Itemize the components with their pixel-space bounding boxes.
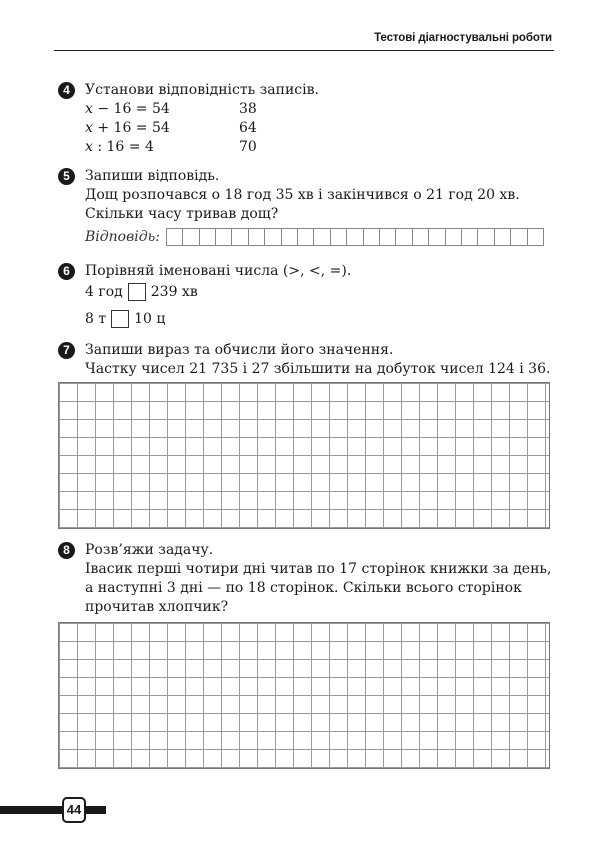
footer-bar: [0, 806, 63, 814]
answer-row: [85, 227, 544, 247]
comparison-left: 8 т: [85, 311, 107, 327]
answer-cells[interactable]: [166, 228, 544, 246]
task-number-badge: 8: [58, 542, 75, 559]
task-number-badge: 7: [58, 342, 75, 359]
work-grid-task-8[interactable]: [58, 622, 550, 769]
task-7-text: Частку чисел 21 735 і 27 збільшити на добуток чисел 124 і 36.: [85, 361, 551, 377]
variable-x: x: [85, 120, 93, 136]
header-title: Тестові діагностувальні роботи: [374, 32, 552, 44]
task-8-text-line: Івасик перші чотири дні читав по 17 сторінок книжки за день,: [85, 561, 552, 577]
task-5-instruction: Запиши відповідь.: [85, 168, 220, 184]
matching-row: [85, 138, 319, 157]
footer-bar: [86, 806, 106, 814]
task-5-question: Скільки часу тривав дощ?: [85, 206, 279, 222]
task-7-instruction: Запиши вираз та обчисли його значення.: [85, 342, 394, 358]
task-8-instruction: Розв’яжи задачу.: [85, 542, 214, 558]
variable-x: x: [85, 101, 93, 117]
page-number: 44: [62, 797, 86, 823]
task-6-instruction: Порівняй іменовані числа (>, <, =).: [85, 263, 352, 279]
match-value: 38: [239, 101, 257, 117]
comparison-left: 4 год: [85, 284, 123, 300]
equation-text: : 16 = 4: [92, 139, 154, 155]
task-number-badge: 5: [58, 168, 75, 185]
matching-pairs: [85, 100, 319, 157]
comparison-right: 239 хв: [150, 284, 198, 300]
task-4-instruction: Установи відповідність записів.: [85, 82, 319, 98]
matching-row: [85, 100, 319, 119]
equation-text: + 16 = 54: [92, 120, 170, 136]
task-number-badge: 4: [58, 82, 75, 99]
match-value: 64: [239, 120, 257, 136]
comparison-answer-box[interactable]: [111, 310, 129, 328]
equation-text: − 16 = 54: [92, 101, 170, 117]
task-5-text: Дощ розпочався о 18 год 35 хв і закінчився о 21 год 20 хв.: [85, 187, 520, 203]
comparison-row: [85, 282, 198, 302]
task-8-text-line: а наступні 3 дні — по 18 сторінок. Скільки всього сторінок: [85, 580, 522, 596]
comparison-right: 10 ц: [134, 311, 166, 327]
comparison-row: [85, 309, 165, 329]
task-number-badge: 6: [58, 263, 75, 280]
variable-x: x: [85, 139, 93, 155]
matching-row: [85, 119, 319, 138]
comparison-answer-box[interactable]: [128, 283, 146, 301]
task-8-text-line: прочитав хлопчик?: [85, 599, 229, 615]
match-value: 70: [239, 139, 257, 155]
answer-label: Відповідь:: [85, 229, 160, 245]
work-grid-task-7[interactable]: [58, 382, 550, 529]
header-rule: [54, 50, 554, 51]
